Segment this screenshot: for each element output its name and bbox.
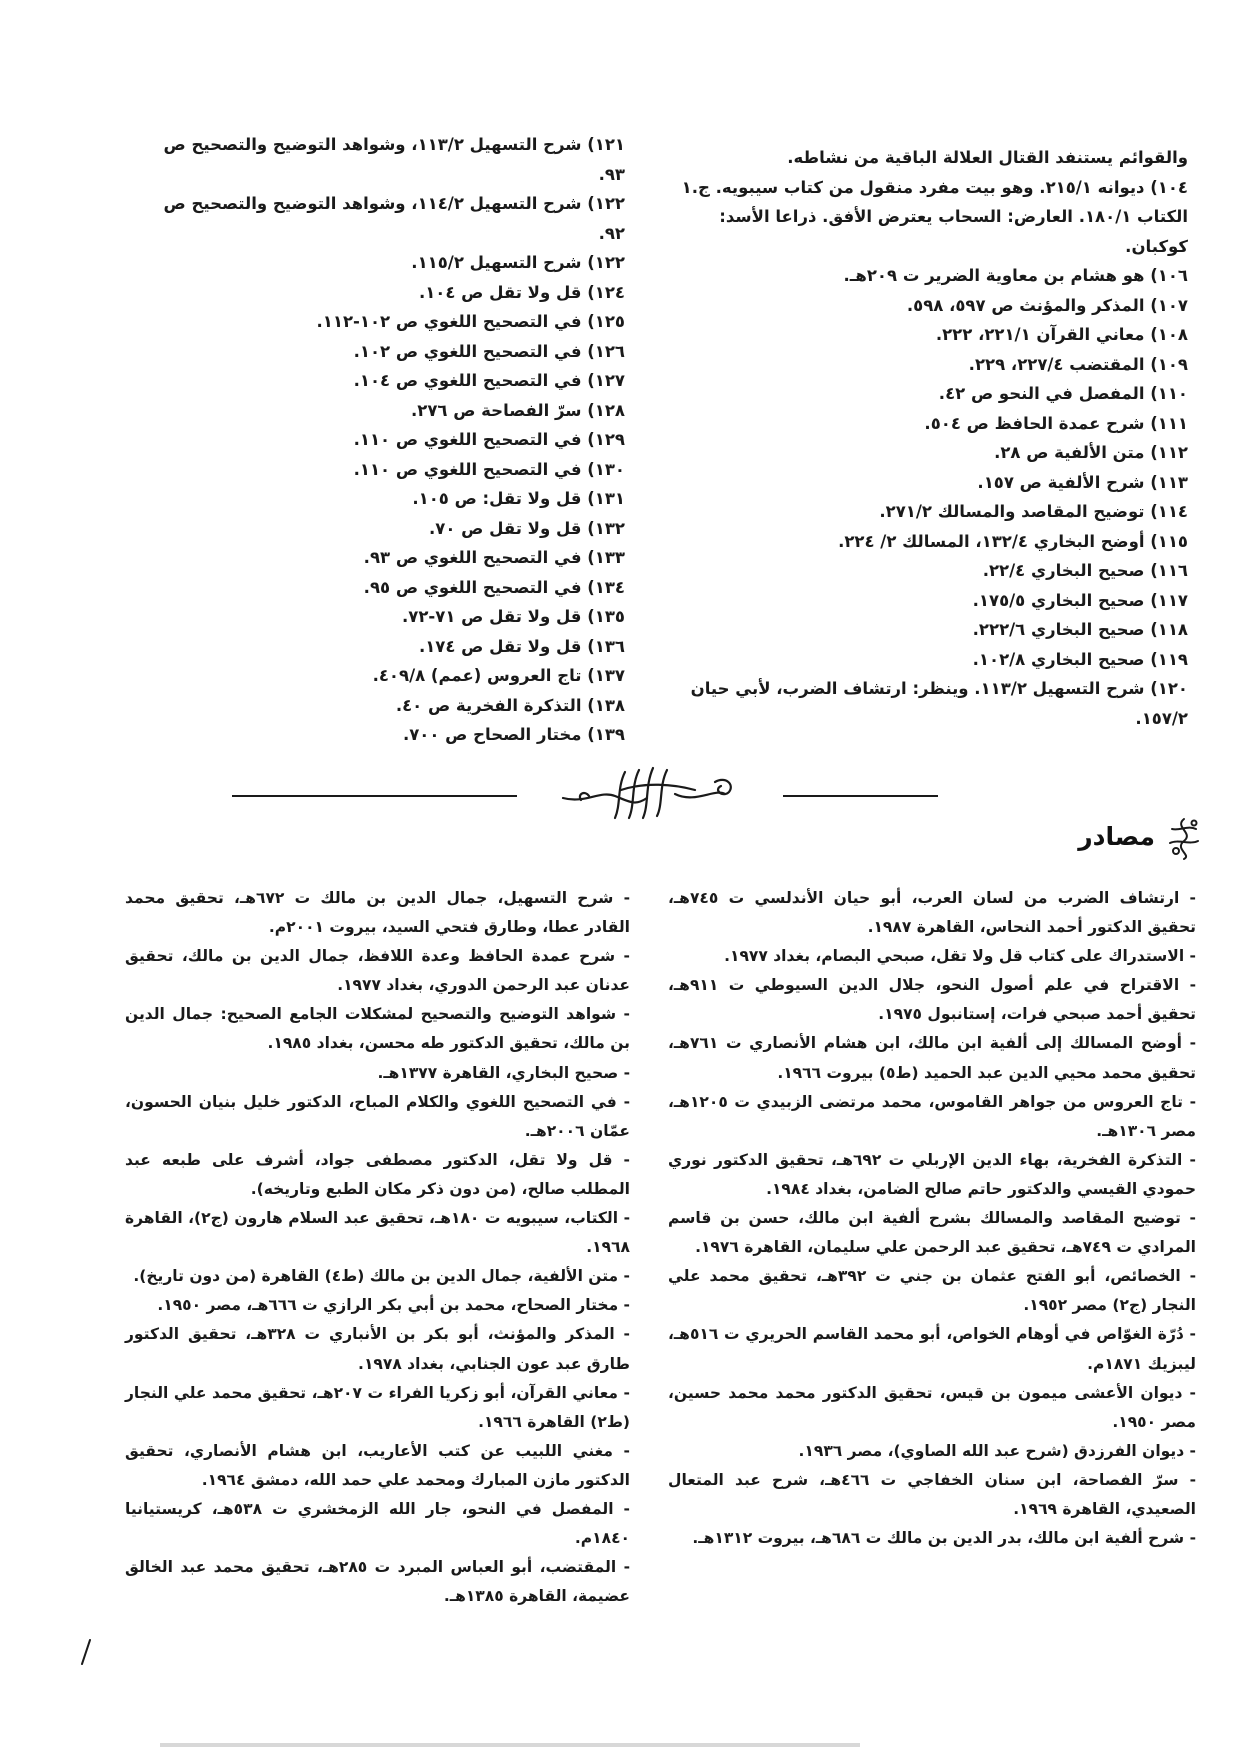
source-entry: - الكتاب، سيبويه ت ١٨٠هـ، تحقيق عبد السلام هارون (ج٢)، القاهرة ١٩٦٨.	[125, 1209, 630, 1257]
footnote: ١١٦) صحيح البخاري ٢٢/٤.	[982, 561, 1188, 580]
footnote: ١٠٤) ديوانه ٢١٥/١. وهو بيت مفرد منقول من كتاب سيبويه. ج.١	[681, 177, 1188, 197]
source-entry: - الاقتراح في علم أصول النحو، جلال الدين السيوطي ت ٩١١هـ، تحقيق أحمد صبحي فرات، إستانبول ١٩٧٥.	[668, 976, 1196, 1024]
source-entry: - مغني اللبيب عن كتب الأعاريب، ابن هشام الأنصاري، تحقيق الدكتور مازن المبارك ومحمد علي حمد الله، دمشق ١٩٦٤.	[125, 1441, 630, 1489]
source-entry: - صحيح البخاري، القاهرة ١٣٧٧هـ.	[377, 1063, 630, 1082]
source-entry: - التذكرة الفخرية، بهاء الدين الإربلي ت ٦٩٢هـ، تحقيق الدكتور نوري حمودي القيسي والدكتور حاتم صالح الضامن، بغداد ١٩٨٤.	[668, 1150, 1196, 1198]
source-entry: - مختار الصحاح، محمد بن أبي بكر الرازي ت ٦٦٦هـ، مصر ١٩٥٠.	[157, 1296, 630, 1315]
footnote: ١١١) شرح عمدة الحافظ ص ٥٠٤.	[924, 413, 1188, 433]
source-entry: - دُرّة الغوّاص في أوهام الخواص، أبو محمد القاسم الحريري ت ٥١٦هـ، ليبزيك ١٨٧١م.	[668, 1325, 1196, 1373]
footnote: ١١٩) صحيح البخاري ١٠٢/٨.	[972, 649, 1188, 669]
footnote: ١٢١) شرح التسهيل ١١٣/٢، وشواهد التوضيح والتصحيح ص ٩٣.	[163, 135, 625, 184]
footnote: ١١٣) شرح الألفية ص ١٥٧.	[977, 472, 1188, 492]
calligraphic-divider-ornament-icon	[555, 760, 755, 822]
source-entry: - توضيح المقاصد والمسالك بشرح ألفية ابن مالك، حسن بن قاسم المرادي ت ٧٤٩هـ، تحقيق عبد الرحمن علي سليمان، القاهرة ١٩٧٦.	[668, 1209, 1196, 1257]
footnote: ١٠٨) معاني القرآن ٢٢١/١، ٢٢٢.	[935, 325, 1188, 344]
source-entry: - قل ولا تقل، الدكتور مصطفى جواد، أشرف على طبعه عبد المطلب صالح، (من دون ذكر مكان الطبع وتاريخه).	[125, 1150, 630, 1198]
source-entry: - ديوان الأعشى ميمون بن قيس، تحقيق الدكتور محمد محمد حسين، مصر ١٩٥٠.	[668, 1383, 1196, 1431]
source-entry: - تاج العروس من جواهر القاموس، محمد مرتضى الزبيدي ت ١٢٠٥هـ، مصر ١٣٠٦هـ.	[668, 1092, 1196, 1140]
section-divider-line	[783, 795, 938, 797]
footnote: ١١٨) صحيح البخاري ٢٢٢/٦.	[972, 620, 1188, 639]
source-entry: - الخصائص، أبو الفتح عثمان بن جني ت ٣٩٢هـ، تحقيق محمد علي النجار (ج٢) مصر ١٩٥٢.	[668, 1267, 1196, 1315]
footnote: ١٢٦) في التصحيح اللغوي ص ١٠٢.	[353, 341, 625, 361]
floral-ornament-icon	[1162, 815, 1206, 861]
sources-right-column	[668, 884, 1196, 1553]
footnotes-left-column	[140, 130, 625, 750]
footnote: ١١٠) المفصل في النحو ص ٤٢.	[938, 384, 1188, 403]
footnote: ١٢٧) في التصحيح اللغوي ص ١٠٤.	[353, 371, 625, 390]
source-entry: - ديوان الفرزدق (شرح عبد الله الصاوي)، مصر ١٩٣٦.	[798, 1441, 1196, 1460]
source-entry: - متن الألفية، جمال الدين بن مالك (ط٤) القاهرة (من دون تاريخ).	[133, 1267, 630, 1286]
footnote: ١٣٠) في التصحيح اللغوي ص ١١٠.	[353, 459, 625, 479]
footnote: ١٢٩) في التصحيح اللغوي ص ١١٠.	[353, 430, 625, 449]
source-entry: - المفصل في النحو، جار الله الزمخشري ت ٥٣٨هـ، كريستيانيا ١٨٤٠م.	[125, 1499, 630, 1548]
footnote: ١١٧) صحيح البخاري ١٧٥/٥.	[972, 590, 1188, 610]
footnote: ١٥٧/٢.	[1135, 708, 1188, 728]
source-entry: - شرح ألفية ابن مالك، بدر الدين بن مالك ت ٦٨٦هـ، بيروت ١٣١٢هـ.	[692, 1529, 1196, 1548]
footnote: ١٣٧) تاج العروس (عمم) ٤٠٩/٨.	[372, 666, 625, 685]
section-divider-line	[232, 795, 517, 797]
sources-heading: مصادر	[1078, 822, 1155, 851]
footnote: ١٣٤) في التصحيح اللغوي ص ٩٥.	[363, 577, 625, 597]
footnote: ١٢٨) سرّ الفصاحة ص ٢٧٦.	[410, 400, 625, 420]
footnote: ١٣٥) قل ولا تقل ص ٧١-٧٢.	[401, 607, 625, 626]
footnote: ١٠٦) هو هشام بن معاوية الضرير ت ٢٠٩هـ.	[843, 266, 1188, 285]
footnote: ١٢٥) في التصحيح اللغوي ص ١٠٢-١١٢.	[316, 312, 625, 331]
source-entry: - ارتشاف الضرب من لسان العرب، أبو حيان الأندلسي ت ٧٤٥هـ، تحقيق الدكتور أحمد النحاس، القاهرة ١٩٨٧.	[668, 889, 1196, 937]
footnote: ١٢٢) شرح التسهيل ١١٤/٢، وشواهد التوضيح والتصحيح ص ٩٢.	[163, 194, 625, 243]
footnote: ١١٥) أوضح البخاري ١٣٢/٤، المسالك ٢/ ٢٢٤.	[838, 531, 1188, 551]
source-entry: - الاستدراك على كتاب قل ولا تقل، صبحي البصام، بغداد ١٩٧٧.	[724, 947, 1196, 966]
footnote: ١٢٤) قل ولا تقل ص ١٠٤.	[418, 282, 625, 302]
footnote: ١٣٦) قل ولا تقل ص ١٧٤.	[418, 636, 625, 656]
source-entry: - شواهد التوضيح والتصحيح لمشكلات الجامع الصحيح: جمال الدين بن مالك، تحقيق الدكتور طه محسن، بغداد ١٩٨٥.	[125, 1005, 630, 1053]
footnote: الكتاب ١٨٠/١. العارض: السحاب يعترض الأفق. ذراعا الأسد:	[719, 207, 1188, 226]
source-entry: - شرح التسهيل، جمال الدين بن مالك ت ٦٧٢هـ، تحقيق محمد القادر عطا، وطارق فتحي السيد، بيروت ٢٠٠١م.	[125, 889, 630, 937]
footnote: ١٠٩) المقتضب ٢٢٧/٤، ٢٢٩.	[968, 354, 1188, 374]
source-entry: - في التصحيح اللغوي والكلام المباح، الدكتور خليل بنيان الحسون، عمّان ٢٠٠٦هـ.	[125, 1092, 630, 1140]
pen-stroke-mark-icon	[78, 1638, 94, 1666]
footnotes-right-column	[668, 143, 1188, 733]
footnote: ١٣٣) في التصحيح اللغوي ص ٩٣.	[363, 548, 625, 567]
footnote: ١٢٠) شرح التسهيل ١١٣/٢. وينظر: ارتشاف الضرب، لأبي حيان	[690, 679, 1188, 698]
footnote: كوكبان.	[1125, 236, 1188, 256]
source-entry: - المذكر والمؤنث، أبو بكر بن الأنباري ت ٣٢٨هـ، تحقيق الدكتور طارق عبد عون الجنابي، بغداد ١٩٧٨.	[125, 1325, 630, 1373]
footnote: ١١٢) متن الألفية ص ٢٨.	[994, 443, 1188, 462]
footnote: ١٠٧) المذكر والمؤنث ص ٥٩٧، ٥٩٨.	[906, 295, 1188, 315]
source-entry: - سرّ الفصاحة، ابن سنان الخفاجي ت ٤٦٦هـ، شرح عبد المتعال الصعيدي، القاهرة ١٩٦٩.	[668, 1470, 1196, 1518]
source-entry: - شرح عمدة الحافظ وعدة اللافظ، جمال الدين بن مالك، تحقيق عدنان عبد الرحمن الدوري، بغداد ١٩٧٧.	[125, 947, 630, 995]
sources-left-column	[125, 884, 630, 1611]
source-entry: - المقتضب، أبو العباس المبرد ت ٢٨٥هـ، تحقيق محمد عبد الخالق عضيمة، القاهرة ١٣٨٥هـ.	[125, 1558, 630, 1606]
footnote: ١٣٨) التذكرة الفخرية ص ٤٠.	[395, 695, 625, 715]
footnote: ١٣١) قل ولا تقل: ص ١٠٥.	[412, 489, 625, 508]
scan-edge	[160, 1743, 860, 1747]
footnote: ١١٤) توضيح المقاصد والمسالك ٢٧١/٢.	[879, 502, 1188, 521]
footnote: ١٣٢) قل ولا تقل ص ٧٠.	[429, 518, 625, 538]
footnote: والقوائم يستنفد القتال العلالة الباقية من نشاطه.	[787, 148, 1188, 167]
footnote: ١٢٢) شرح التسهيل ١١٥/٢.	[411, 253, 625, 272]
source-entry: - أوضح المسالك إلى ألفية ابن مالك، ابن هشام الأنصاري ت ٧٦١هـ، تحقيق محمد محيي الدين عبد الحميد (ط٥) بيروت ١٩٦٦.	[668, 1034, 1196, 1082]
source-entry: - معاني القرآن، أبو زكريا الفراء ت ٢٠٧هـ، تحقيق محمد علي النجار (ط٢) القاهرة ١٩٦٦.	[125, 1383, 630, 1431]
footnote: ١٣٩) مختار الصحاح ص ٧٠٠.	[402, 725, 625, 744]
